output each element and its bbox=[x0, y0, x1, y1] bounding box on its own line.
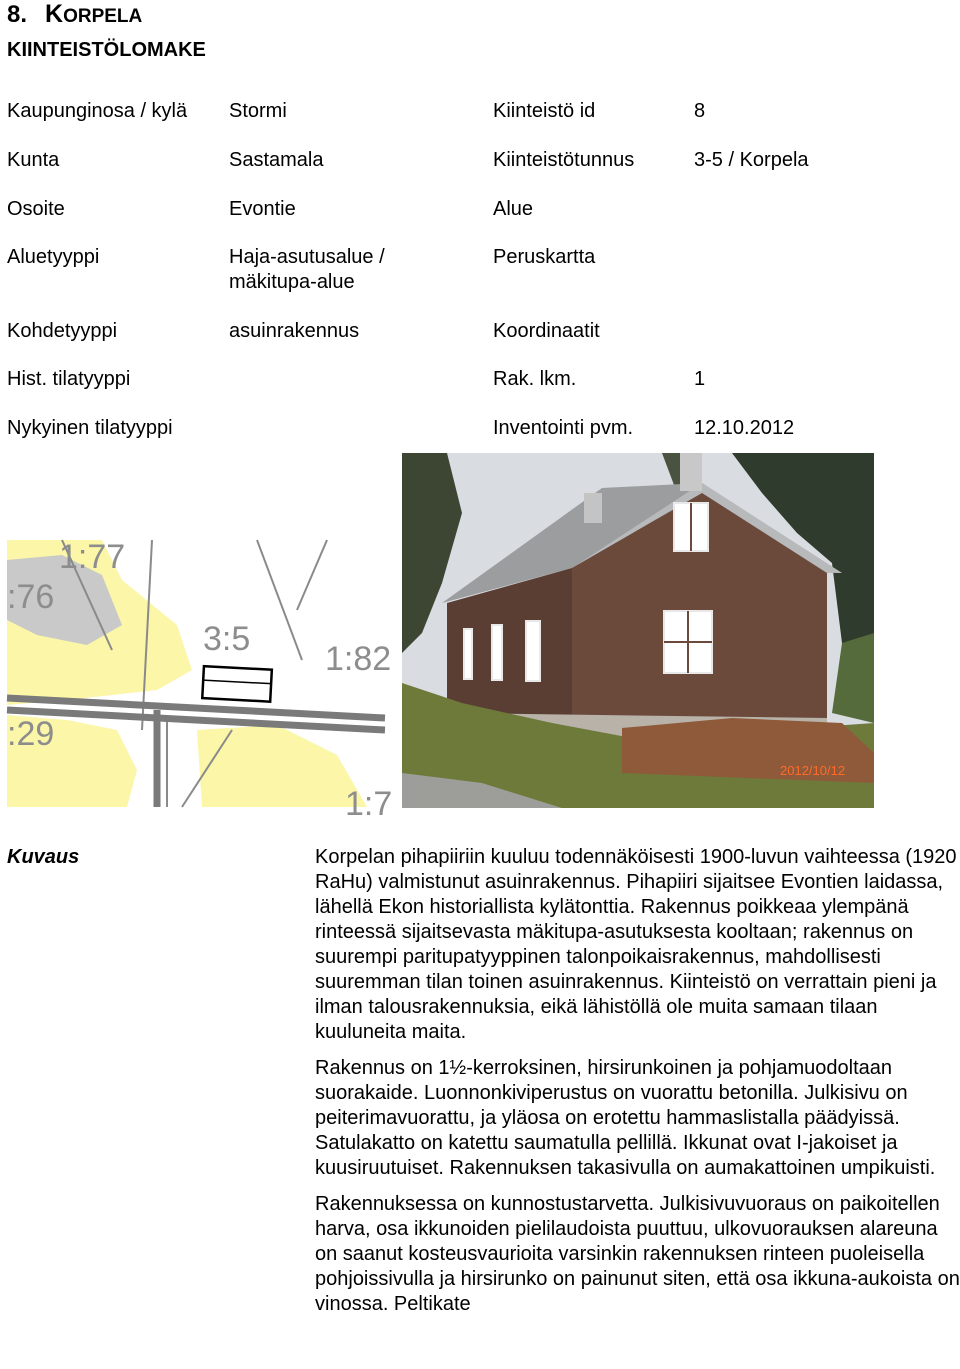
kunta-value: Sastamala bbox=[229, 149, 324, 171]
peruskartta-label: Peruskartta bbox=[493, 246, 596, 268]
location-map bbox=[7, 538, 393, 823]
kuvaus-paragraph: Korpelan pihapiiriin kuuluu todennäköisesti 1900-luvun vaihteessa (1920 RaHu) valmistunut asuinrakennus. Pihapiiri sijaitsee Evontien laidassa, lähellä Ekon historiallista kylätonttia. Rakennus poikkeaa ylempänä rinteessä sijaitsevasta mäkitupa-asutuksesta kooltaan; rakennus on suurempi paritupatyyppinen talonpoikaisrakennus, mahdollisesti suuremman tilan toinen asuinrakennus. Kiinteistö on verrattain pieni ja ilman talousrakennuksia, eikä lähistöllä ole muita samaan tilaan kuuluneita maita. bbox=[315, 846, 957, 1043]
kiinteisto-id-value: 8 bbox=[694, 100, 706, 122]
photo-chimney bbox=[680, 453, 702, 491]
map-drawing bbox=[7, 538, 393, 823]
map-label: 1:82 bbox=[325, 640, 392, 678]
nykyinen-tilatyyppi-label: Nykyinen tilatyyppi bbox=[7, 417, 173, 439]
kuvaus-text bbox=[315, 845, 960, 1328]
aluetyyppi-value-line2: mäkitupa-alue bbox=[229, 271, 355, 293]
map-yellow-area-bottom-right bbox=[197, 725, 367, 807]
map-label: :29 bbox=[7, 715, 55, 753]
kiinteistotunnus-label: Kiinteistötunnus bbox=[493, 149, 635, 171]
kohdetyyppi-label: Kohdetyyppi bbox=[7, 320, 118, 342]
aluetyyppi-value-line1: Haja-asutusalue / bbox=[229, 246, 385, 268]
rak-lkm-value: 1 bbox=[694, 368, 706, 390]
photo-window bbox=[464, 629, 472, 679]
map-label: 3:5 bbox=[203, 620, 251, 658]
photo-date-stamp: 2012/10/12 bbox=[780, 763, 846, 778]
map-label: 1:77 bbox=[59, 538, 126, 576]
map-building-outline bbox=[202, 666, 272, 702]
kunta-label: Kunta bbox=[7, 149, 60, 171]
kohdetyyppi-value: asuinrakennus bbox=[229, 320, 360, 342]
inventointi-value: 12.10.2012 bbox=[694, 417, 795, 439]
building-photo bbox=[402, 453, 874, 808]
map-line bbox=[257, 540, 302, 660]
kuvaus-label: Kuvaus bbox=[7, 846, 80, 868]
rak-lkm-label: Rak. lkm. bbox=[493, 368, 577, 390]
kaupunginosa-value: Stormi bbox=[229, 100, 287, 122]
title-rest: ORPELA bbox=[63, 6, 143, 27]
kuvaus-paragraph: Rakennus on 1½-kerroksinen, hirsirunkoinen ja pohjamuodoltaan suorakaide. Luonnonkiviperustus on vuorattu betonilla. Julkisivu on peiterimavuorattu, ja yläosa on erotettu hammaslistalla päädyissä. Satulakatto on katettu saumatulla pellillä. Ikkunat ovat I-jakoiset ja kuusiruutuiset. Rakennuksen takasivulla on aumakattoinen umpikuisti. bbox=[315, 1057, 936, 1179]
osoite-label: Osoite bbox=[7, 198, 65, 220]
kaupunginosa-label: Kaupunginosa / kylä bbox=[7, 100, 188, 122]
page-title bbox=[7, 0, 142, 31]
map-label: :76 bbox=[7, 578, 55, 616]
section-number: 8. bbox=[7, 1, 28, 28]
koordinaatit-label: Koordinaatit bbox=[493, 320, 600, 342]
inventointi-label: Inventointi pvm. bbox=[493, 417, 634, 439]
photo-drawing bbox=[402, 453, 874, 808]
kiinteistotunnus-value: 3-5 / Korpela bbox=[694, 149, 809, 171]
osoite-value: Evontie bbox=[229, 198, 296, 220]
form-subtitle: KIINTEISTÖLOMAKE bbox=[7, 39, 206, 61]
photo-window bbox=[526, 621, 540, 681]
aluetyyppi-label: Aluetyyppi bbox=[7, 246, 100, 268]
photo-window bbox=[492, 625, 502, 680]
title-initial: K bbox=[45, 0, 64, 28]
kuvaus-paragraph: Rakennuksessa on kunnostustarvetta. Julkisivuvuoraus on paikoitellen harva, osa ikkunoiden pielilaudoista puuttuu, ulkovuorauksen alareuna on saanut kosteusvaurioita varsinkin rakennuksen rinteen puoleisella pohjoissivulla ja hirsirunko on painunut siten, että osa ikkuna-aukoista on vinossa. Peltikate bbox=[315, 1193, 960, 1315]
photo-chimney bbox=[584, 493, 602, 523]
map-line bbox=[297, 540, 327, 610]
alue-label: Alue bbox=[493, 198, 534, 220]
map-label: 1:7 bbox=[345, 785, 393, 823]
kiinteisto-id-label: Kiinteistö id bbox=[493, 100, 596, 122]
hist-tilatyyppi-label: Hist. tilatyyppi bbox=[7, 368, 131, 390]
